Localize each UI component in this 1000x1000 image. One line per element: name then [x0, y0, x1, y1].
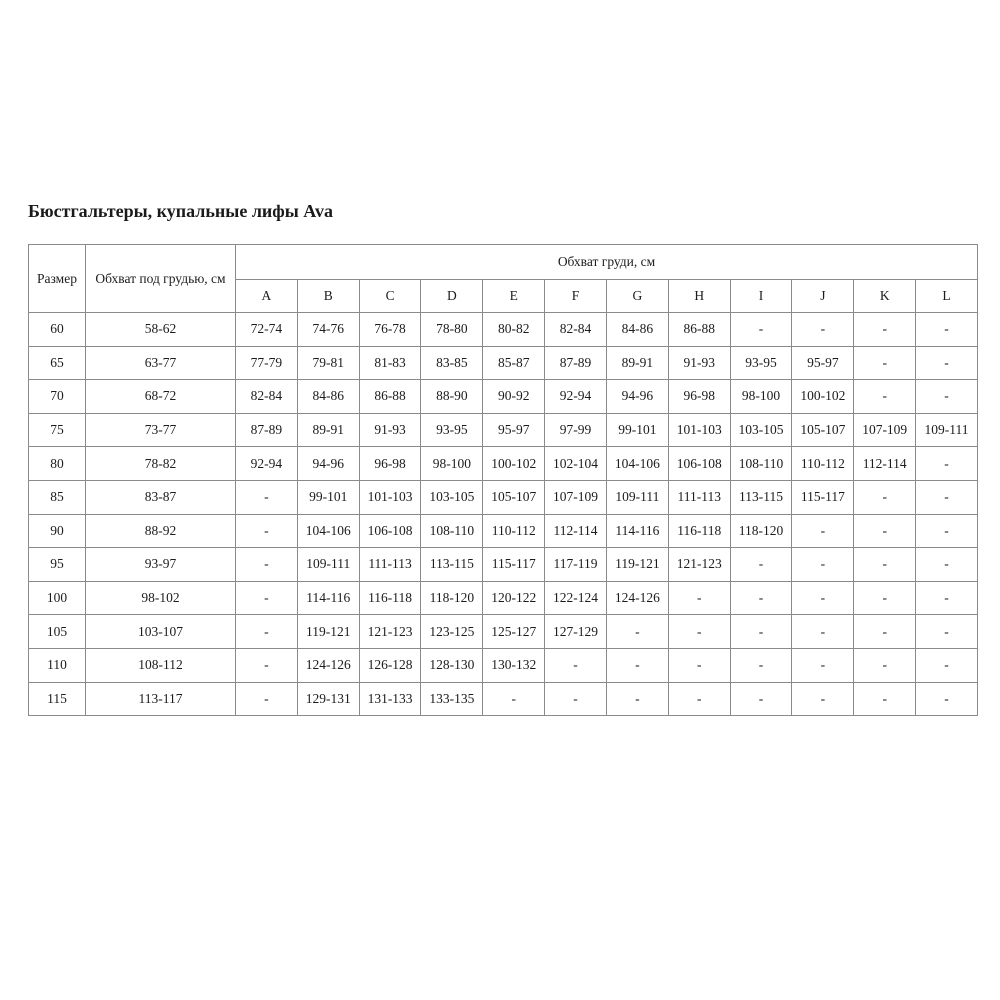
cup-column-header-C: C — [359, 280, 421, 313]
size-table-body — [29, 313, 978, 716]
cup-cell: 95-97 — [483, 413, 545, 447]
cup-cell: 96-98 — [668, 380, 730, 414]
size-cell: 100 — [29, 581, 86, 615]
cup-column-header-L: L — [916, 280, 978, 313]
cup-cell: 127-129 — [545, 615, 607, 649]
cup-cell: 113-115 — [421, 548, 483, 582]
table-row — [29, 615, 978, 649]
cup-cell: 106-108 — [359, 514, 421, 548]
cup-cell: - — [916, 480, 978, 514]
cup-cell: 87-89 — [545, 346, 607, 380]
cup-cell: - — [792, 514, 854, 548]
cup-cell: 91-93 — [668, 346, 730, 380]
cup-cell: 96-98 — [359, 447, 421, 481]
cup-column-header-D: D — [421, 280, 483, 313]
cup-cell: 84-86 — [606, 313, 668, 347]
cup-column-header-I: I — [730, 280, 792, 313]
cup-cell: - — [916, 581, 978, 615]
cup-column-header-E: E — [483, 280, 545, 313]
cup-cell: 110-112 — [483, 514, 545, 548]
cup-cell: 94-96 — [297, 447, 359, 481]
cup-cell: 104-106 — [606, 447, 668, 481]
size-cell: 90 — [29, 514, 86, 548]
cup-cell: - — [854, 346, 916, 380]
size-cell: 75 — [29, 413, 86, 447]
cup-cell: 106-108 — [668, 447, 730, 481]
cup-cell: 101-103 — [668, 413, 730, 447]
table-row — [29, 581, 978, 615]
cup-cell: - — [854, 648, 916, 682]
cup-cell: 72-74 — [236, 313, 298, 347]
cup-cell: - — [792, 581, 854, 615]
cup-cell: 100-102 — [792, 380, 854, 414]
cup-cell: 90-92 — [483, 380, 545, 414]
table-row — [29, 447, 978, 481]
cup-cell: 93-95 — [730, 346, 792, 380]
cup-cell: 94-96 — [606, 380, 668, 414]
cup-cell: - — [236, 480, 298, 514]
cup-cell: - — [854, 682, 916, 716]
cup-cell: 118-120 — [730, 514, 792, 548]
cup-cell: - — [483, 682, 545, 716]
cup-cell: 89-91 — [606, 346, 668, 380]
header-size: Размер — [29, 245, 86, 313]
cup-column-header-G: G — [606, 280, 668, 313]
cup-cell: 78-80 — [421, 313, 483, 347]
cup-cell: 105-107 — [483, 480, 545, 514]
cup-cell: - — [236, 514, 298, 548]
cup-cell: - — [236, 548, 298, 582]
cup-cell: - — [854, 548, 916, 582]
cup-cell: - — [916, 648, 978, 682]
cup-cell: 82-84 — [236, 380, 298, 414]
cup-cell: - — [668, 581, 730, 615]
cup-cell: - — [606, 648, 668, 682]
cup-cell: 126-128 — [359, 648, 421, 682]
table-row — [29, 380, 978, 414]
cup-cell: 131-133 — [359, 682, 421, 716]
cup-cell: - — [854, 615, 916, 649]
cup-cell: - — [545, 648, 607, 682]
table-row — [29, 413, 978, 447]
cup-cell: 115-117 — [792, 480, 854, 514]
cup-cell: 119-121 — [606, 548, 668, 582]
cup-cell: 108-110 — [421, 514, 483, 548]
cup-cell: 107-109 — [854, 413, 916, 447]
underbust-cell: 113-117 — [86, 682, 236, 716]
cup-cell: - — [854, 480, 916, 514]
cup-column-header-F: F — [545, 280, 607, 313]
cup-cell: 92-94 — [545, 380, 607, 414]
cup-cell: 80-82 — [483, 313, 545, 347]
cup-cell: - — [916, 682, 978, 716]
cup-cell: 93-95 — [421, 413, 483, 447]
cup-cell: 111-113 — [668, 480, 730, 514]
cup-cell: - — [854, 380, 916, 414]
cup-cell: - — [916, 548, 978, 582]
cup-cell: 85-87 — [483, 346, 545, 380]
cup-column-header-H: H — [668, 280, 730, 313]
cup-cell: 86-88 — [668, 313, 730, 347]
underbust-cell: 73-77 — [86, 413, 236, 447]
header-underbust: Обхват под грудью, см — [86, 245, 236, 313]
cup-cell: - — [730, 581, 792, 615]
cup-cell: - — [668, 615, 730, 649]
cup-cell: - — [730, 648, 792, 682]
cup-cell: 130-132 — [483, 648, 545, 682]
cup-cell: 103-105 — [730, 413, 792, 447]
cup-cell: - — [606, 615, 668, 649]
cup-cell: - — [792, 648, 854, 682]
cup-cell: - — [236, 648, 298, 682]
cup-cell: 81-83 — [359, 346, 421, 380]
cup-cell: 83-85 — [421, 346, 483, 380]
size-cell: 80 — [29, 447, 86, 481]
cup-cell: - — [792, 682, 854, 716]
cup-cell: 88-90 — [421, 380, 483, 414]
cup-cell: 125-127 — [483, 615, 545, 649]
cup-cell: 113-115 — [730, 480, 792, 514]
cup-cell: 98-100 — [730, 380, 792, 414]
table-row — [29, 514, 978, 548]
size-cell: 70 — [29, 380, 86, 414]
underbust-cell: 78-82 — [86, 447, 236, 481]
table-row — [29, 346, 978, 380]
cup-cell: - — [236, 615, 298, 649]
page-title: Бюстгальтеры, купальные лифы Ava — [28, 201, 333, 221]
cup-cell: 118-120 — [421, 581, 483, 615]
cup-cell: - — [792, 615, 854, 649]
cup-cell: - — [916, 447, 978, 481]
cup-cell: 109-111 — [916, 413, 978, 447]
cup-cell: 122-124 — [545, 581, 607, 615]
cup-cell: 99-101 — [606, 413, 668, 447]
underbust-cell: 58-62 — [86, 313, 236, 347]
cup-cell: 117-119 — [545, 548, 607, 582]
cup-cell: - — [916, 380, 978, 414]
cup-cell: 116-118 — [359, 581, 421, 615]
size-cell: 110 — [29, 648, 86, 682]
cup-cell: 114-116 — [606, 514, 668, 548]
cup-cell: 97-99 — [545, 413, 607, 447]
cup-cell: - — [916, 313, 978, 347]
size-cell: 85 — [29, 480, 86, 514]
table-row — [29, 682, 978, 716]
cup-cell: - — [236, 581, 298, 615]
cup-cell: - — [730, 548, 792, 582]
table-row — [29, 480, 978, 514]
underbust-cell: 103-107 — [86, 615, 236, 649]
cup-cell: 121-123 — [668, 548, 730, 582]
table-row — [29, 648, 978, 682]
cup-cell: 102-104 — [545, 447, 607, 481]
cup-cell: 112-114 — [545, 514, 607, 548]
cup-cell: 103-105 — [421, 480, 483, 514]
cup-cell: - — [730, 313, 792, 347]
cup-cell: 120-122 — [483, 581, 545, 615]
cup-cell: 105-107 — [792, 413, 854, 447]
table-row — [29, 548, 978, 582]
cup-cell: - — [792, 313, 854, 347]
cup-cell: - — [545, 682, 607, 716]
cup-cell: 109-111 — [297, 548, 359, 582]
size-table-header — [29, 245, 978, 313]
size-cell: 65 — [29, 346, 86, 380]
table-row — [29, 313, 978, 347]
cup-cell: - — [236, 682, 298, 716]
cup-cell: 99-101 — [297, 480, 359, 514]
cup-cell: - — [730, 615, 792, 649]
cup-column-header-B: B — [297, 280, 359, 313]
size-cell: 105 — [29, 615, 86, 649]
cup-cell: 84-86 — [297, 380, 359, 414]
header-bust: Обхват груди, см — [236, 245, 978, 280]
cup-cell: 109-111 — [606, 480, 668, 514]
cup-cell: 116-118 — [668, 514, 730, 548]
size-cell: 95 — [29, 548, 86, 582]
cup-cell: 128-130 — [421, 648, 483, 682]
cup-cell: 89-91 — [297, 413, 359, 447]
underbust-cell: 63-77 — [86, 346, 236, 380]
cup-cell: - — [792, 548, 854, 582]
cup-cell: - — [854, 514, 916, 548]
cup-cell: 82-84 — [545, 313, 607, 347]
underbust-cell: 88-92 — [86, 514, 236, 548]
cup-cell: 110-112 — [792, 447, 854, 481]
underbust-cell: 98-102 — [86, 581, 236, 615]
underbust-cell: 108-112 — [86, 648, 236, 682]
cup-cell: 124-126 — [297, 648, 359, 682]
cup-cell: 114-116 — [297, 581, 359, 615]
cup-cell: 79-81 — [297, 346, 359, 380]
cup-column-header-J: J — [792, 280, 854, 313]
cup-cell: - — [730, 682, 792, 716]
underbust-cell: 93-97 — [86, 548, 236, 582]
cup-cell: 104-106 — [297, 514, 359, 548]
cup-cell: 98-100 — [421, 447, 483, 481]
cup-cell: 133-135 — [421, 682, 483, 716]
cup-column-header-A: A — [236, 280, 298, 313]
cup-cell: - — [854, 313, 916, 347]
cup-cell: 74-76 — [297, 313, 359, 347]
cup-cell: 100-102 — [483, 447, 545, 481]
cup-cell: 124-126 — [606, 581, 668, 615]
cup-cell: 76-78 — [359, 313, 421, 347]
cup-column-header-K: K — [854, 280, 916, 313]
cup-cell: 86-88 — [359, 380, 421, 414]
cup-cell: - — [916, 615, 978, 649]
cup-cell: 123-125 — [421, 615, 483, 649]
cup-cell: 129-131 — [297, 682, 359, 716]
cup-cell: 121-123 — [359, 615, 421, 649]
cup-cell: 107-109 — [545, 480, 607, 514]
cup-cell: 77-79 — [236, 346, 298, 380]
size-table — [28, 244, 978, 716]
size-cell: 115 — [29, 682, 86, 716]
cup-cell: - — [606, 682, 668, 716]
cup-cell: 112-114 — [854, 447, 916, 481]
size-cell: 60 — [29, 313, 86, 347]
cup-cell: 108-110 — [730, 447, 792, 481]
cup-cell: 91-93 — [359, 413, 421, 447]
cup-cell: - — [854, 581, 916, 615]
cup-cell: - — [916, 514, 978, 548]
cup-cell: 87-89 — [236, 413, 298, 447]
cup-cell: 115-117 — [483, 548, 545, 582]
underbust-cell: 68-72 — [86, 380, 236, 414]
underbust-cell: 83-87 — [86, 480, 236, 514]
cup-cell: 95-97 — [792, 346, 854, 380]
cup-cell: - — [916, 346, 978, 380]
cup-cell: 101-103 — [359, 480, 421, 514]
cup-cell: 92-94 — [236, 447, 298, 481]
cup-cell: - — [668, 648, 730, 682]
cup-cell: 119-121 — [297, 615, 359, 649]
cup-cell: 111-113 — [359, 548, 421, 582]
cup-cell: - — [668, 682, 730, 716]
